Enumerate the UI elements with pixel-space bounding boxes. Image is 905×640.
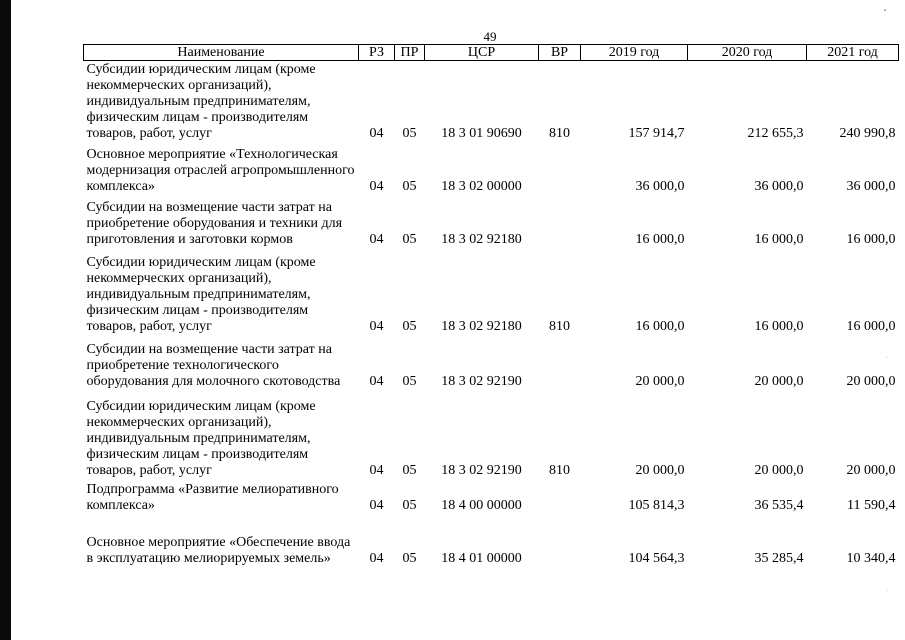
row-csr: 18 4 01 00000 [441,551,522,566]
header-name: Наименование [84,45,359,61]
row-name: Субсидии юридическим лицам (кроме некоммерческих организаций), индивидуальным предпринимателям, физическим лицам - производителям товаров, работ, услуг [86,255,316,334]
row-2020: 36 000,0 [754,179,804,194]
table-row [84,248,899,335]
row-2019: 36 000,0 [635,179,685,194]
row-2019: 105 814,3 [628,498,685,513]
row-vr [539,335,581,390]
header-csr: ЦСР [425,45,539,61]
row-2021: 20 000,0 [846,463,896,478]
row-vr [539,514,581,567]
row-2019: 20 000,0 [635,374,685,389]
row-2021: 11 590,4 [847,498,896,513]
row-pr: 05 [402,319,417,334]
row-vr: 810 [549,319,570,334]
table-row [84,61,899,143]
row-name: Основное мероприятие «Обеспечение ввода в эксплуатацию мелиорируемых земель» [86,535,351,566]
row-2021: 16 000,0 [846,232,896,247]
row-2021: 36 000,0 [846,179,896,194]
row-2021: 16 000,0 [846,319,896,334]
row-2019: 20 000,0 [635,463,685,478]
row-2020: 212 655,3 [747,126,804,141]
row-2020: 20 000,0 [754,374,804,389]
scan-speck: · [886,355,888,361]
budget-table [83,44,899,567]
row-name: Подпрограмма «Развитие мелиоративного комплекса» [86,482,339,513]
row-name: Субсидии на возмещение части затрат на приобретение технологического оборудования для молочного скотоводства [86,342,341,389]
page-number: 49 [483,29,497,44]
table-row [84,195,899,248]
table-row [84,514,899,567]
row-vr [539,479,581,514]
table-header-row [84,45,899,61]
row-pr: 05 [402,463,417,478]
row-pr: 05 [402,374,417,389]
row-pr: 05 [402,551,417,566]
row-csr: 18 3 02 92190 [441,374,522,389]
scan-speck: · [886,588,888,594]
row-2020: 16 000,0 [754,232,804,247]
row-vr [539,195,581,248]
table-row [84,390,899,479]
table-row [84,335,899,390]
header-pr: ПР [395,45,425,61]
row-pr: 05 [402,498,417,513]
header-vr: ВР [539,45,581,61]
row-2019: 16 000,0 [635,232,685,247]
header-2019: 2019 год [581,45,688,61]
row-rz: 04 [369,463,384,478]
header-2020: 2020 год [688,45,807,61]
row-rz: 04 [369,179,384,194]
scan-speck: ▪ [884,8,887,14]
row-2020: 35 285,4 [754,551,804,566]
row-csr: 18 3 02 92190 [441,463,522,478]
table-row [84,142,899,195]
header-rz: РЗ [359,45,395,61]
row-rz: 04 [369,232,384,247]
table-row [84,479,899,514]
row-rz: 04 [369,551,384,566]
row-2020: 16 000,0 [754,319,804,334]
header-2021: 2021 год [807,45,899,61]
row-2021: 10 340,4 [846,551,896,566]
row-csr: 18 3 02 92180 [441,319,522,334]
row-csr: 18 3 02 92180 [441,232,522,247]
row-vr [539,142,581,195]
row-2019: 104 564,3 [628,551,685,566]
row-name: Субсидии на возмещение части затрат на приобретение оборудования и техники для приготовления и заготовки кормов [86,200,343,247]
row-2019: 157 914,7 [628,126,685,141]
row-rz: 04 [369,498,384,513]
row-rz: 04 [369,319,384,334]
row-rz: 04 [369,126,384,141]
row-vr: 810 [549,463,570,478]
row-name: Основное мероприятие «Технологическая модернизация отраслей агропромышленного комплекса» [86,147,355,194]
row-pr: 05 [402,126,417,141]
row-pr: 05 [402,232,417,247]
row-vr: 810 [549,126,570,141]
row-2021: 20 000,0 [846,374,896,389]
row-rz: 04 [369,374,384,389]
row-name: Субсидии юридическим лицам (кроме некоммерческих организаций), индивидуальным предпринимателям, физическим лицам - производителям товаров, работ, услуг [86,399,316,478]
row-2020: 36 535,4 [754,498,804,513]
row-csr: 18 3 01 90690 [441,126,522,141]
scan-page-edge [0,0,11,640]
row-pr: 05 [402,179,417,194]
row-name: Субсидии юридическим лицам (кроме некоммерческих организаций), индивидуальным предпринимателям, физическим лицам - производителям товаров, работ, услуг [86,62,316,141]
row-2021: 240 990,8 [839,126,896,141]
row-2019: 16 000,0 [635,319,685,334]
row-2020: 20 000,0 [754,463,804,478]
row-csr: 18 4 00 00000 [441,498,522,513]
row-csr: 18 3 02 00000 [441,179,522,194]
